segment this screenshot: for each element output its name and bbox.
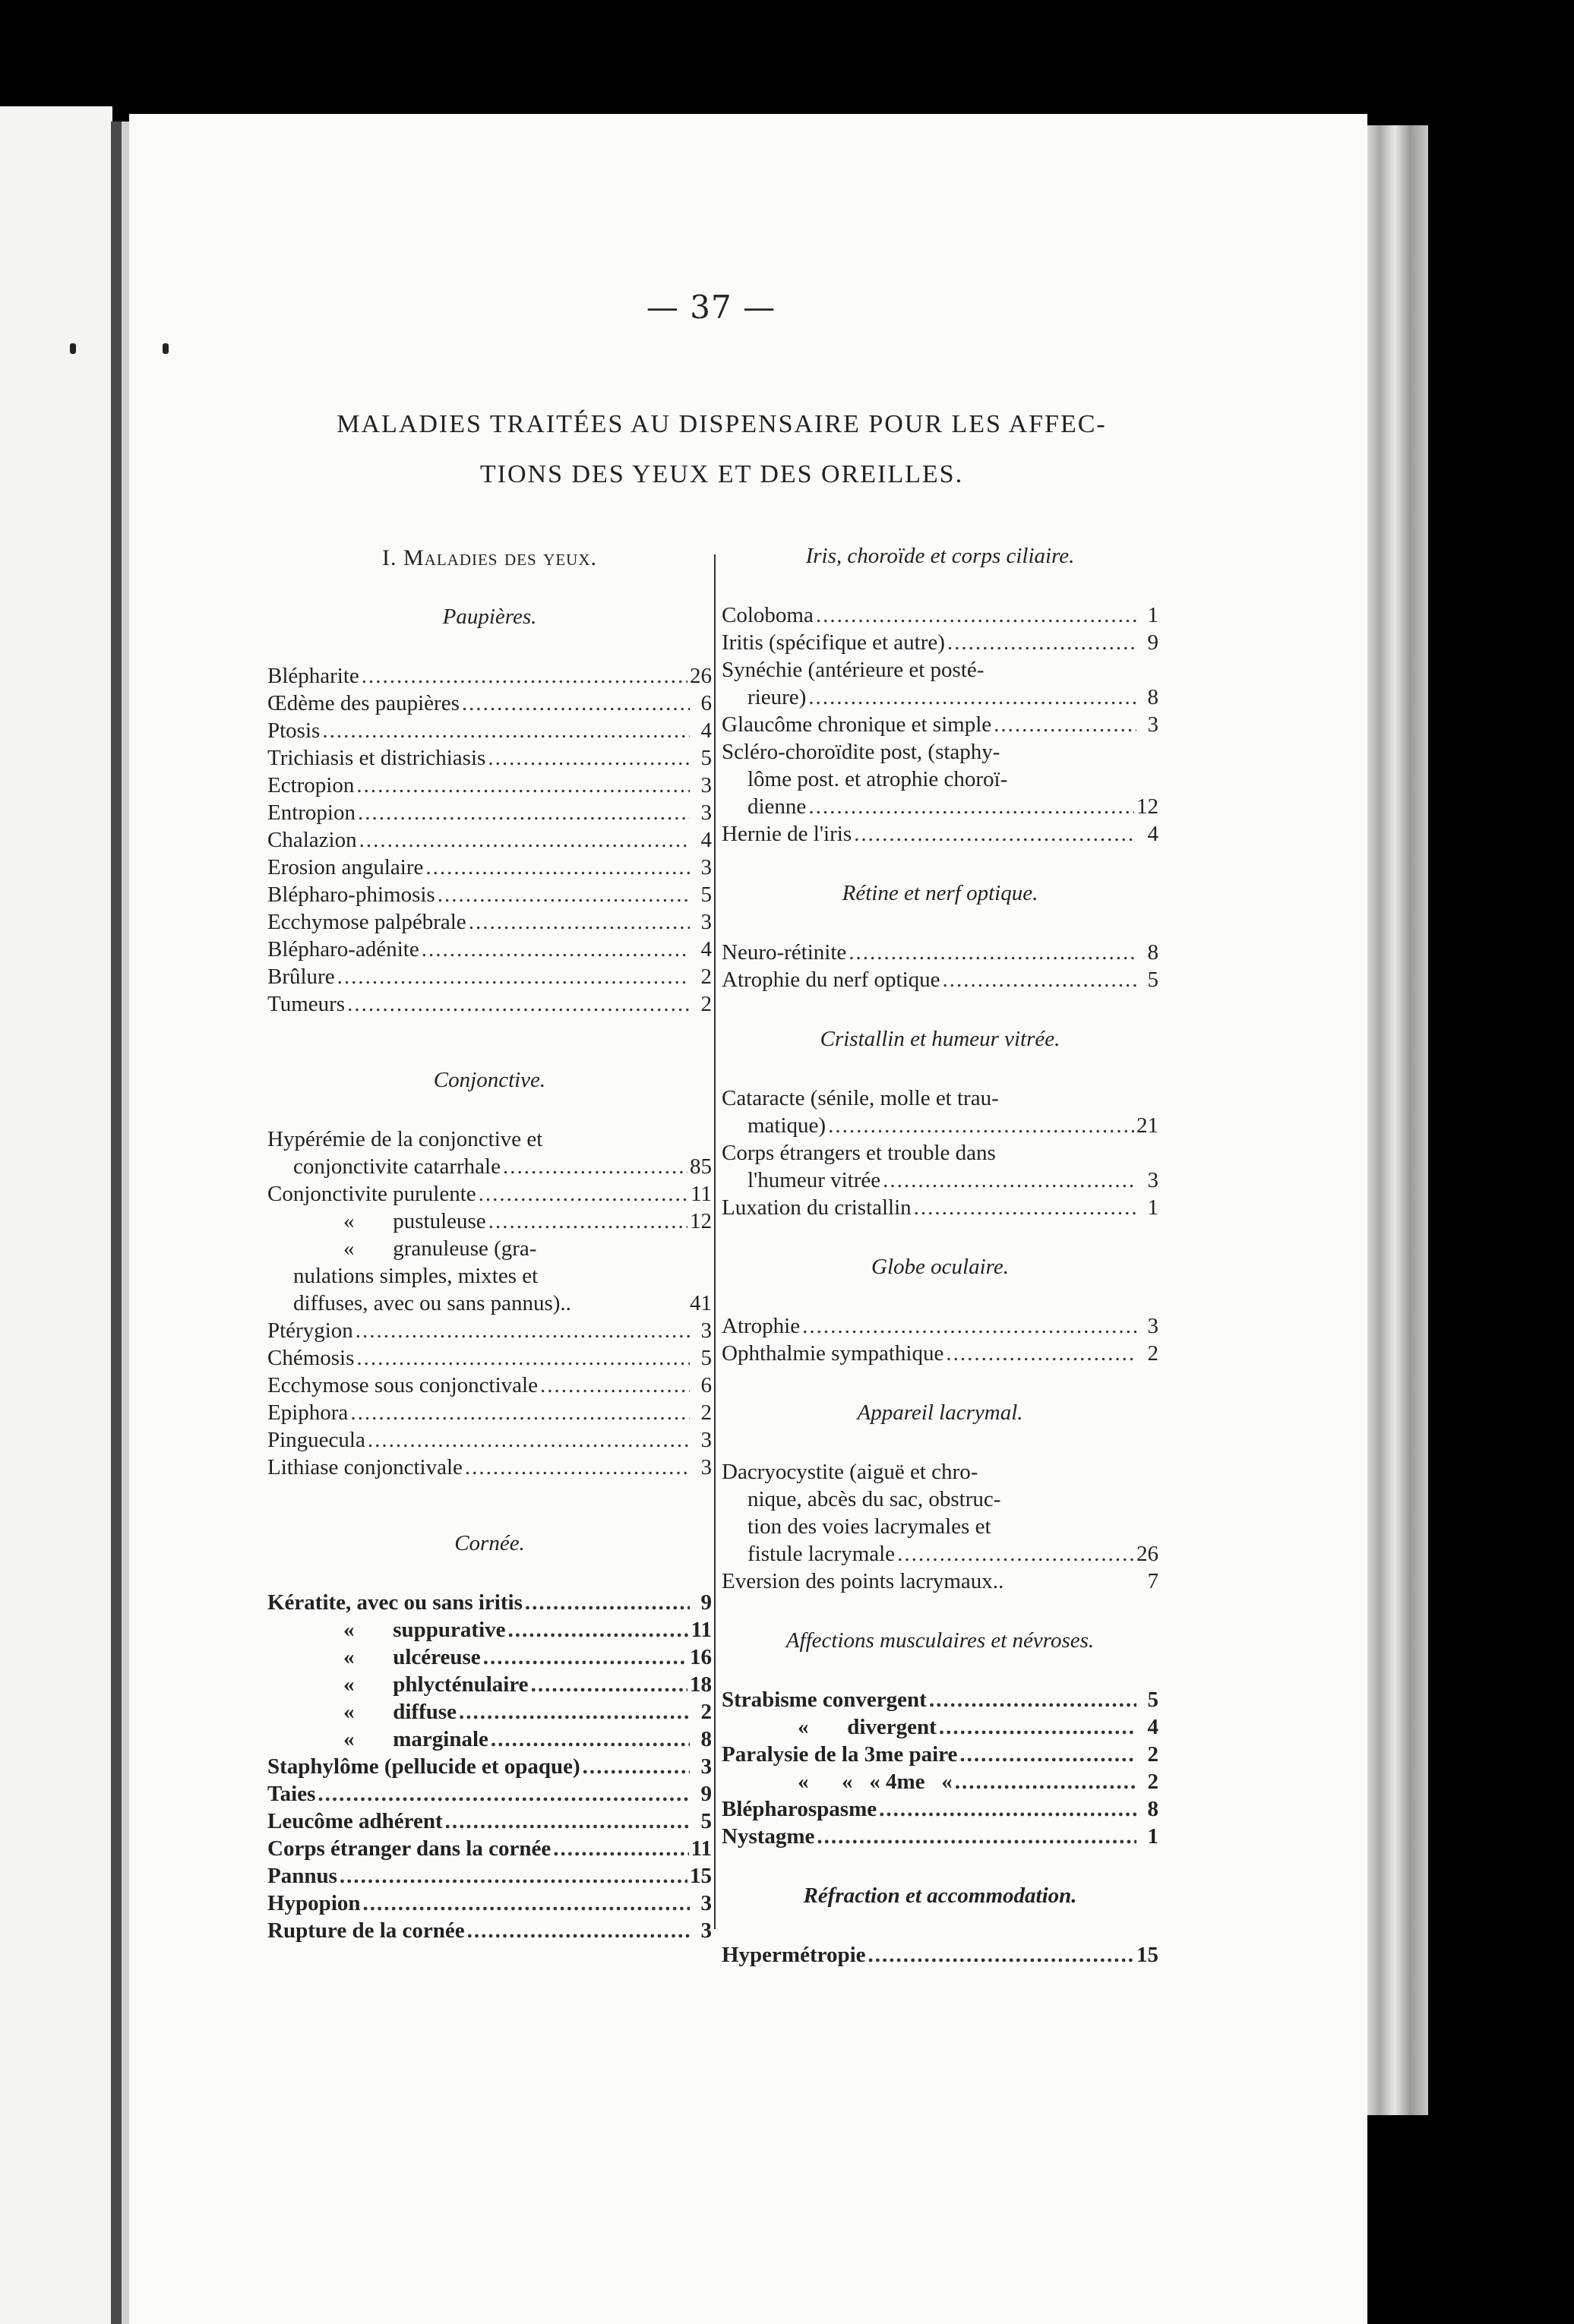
- page-stack-edge: [1367, 125, 1428, 2115]
- list-item: Hypopion ..... 3: [267, 1890, 712, 1917]
- list-item-line: Synéchie (antérieure et posté-: [722, 658, 985, 682]
- list-refraction: [722, 1941, 1158, 1969]
- list-item: « pustuleuse ..... 12: [267, 1208, 712, 1235]
- list-lacrymal: [722, 1458, 1158, 1595]
- list-item: rieure) ..... 8: [722, 684, 1158, 711]
- section-title-iris: Iris, choroïde et corps ciliaire.: [805, 544, 1075, 568]
- list-item: Corps étranger dans la cornée ..... 11: [267, 1835, 712, 1862]
- list-item: diffuses, avec ou sans pannus).. 41: [293, 1291, 712, 1315]
- list-item: « phlycténulaire ..... 18: [267, 1671, 712, 1698]
- list-item: Paralysie de la 3me paire ..... 2: [722, 1741, 1158, 1768]
- list-cristallin: [722, 1085, 1158, 1221]
- list-item-line: Dacryocystite (aiguë et chro-: [722, 1460, 978, 1484]
- section-title-retine: Rétine et nerf optique.: [842, 881, 1038, 905]
- section-title-paupieres: Paupières.: [442, 605, 537, 629]
- list-item: Leucôme adhérent ..... 5: [267, 1808, 712, 1835]
- list-item: « divergent ..... 4: [722, 1713, 1158, 1741]
- list-item: Ophthalmie sympathique ..... 2: [722, 1340, 1158, 1367]
- list-item: Pinguecula ..... 3: [267, 1426, 712, 1454]
- list-item: Strabisme convergent ..... 5: [722, 1686, 1158, 1713]
- list-item: « « « 4me « ..... 2: [722, 1768, 1158, 1795]
- left-column: [267, 532, 712, 1991]
- list-item: Ptérygion ..... 3: [267, 1317, 712, 1344]
- list-item: « ulcéreuse ..... 16: [267, 1644, 712, 1671]
- list-item: Rupture de la cornée ..... 3: [267, 1917, 712, 1944]
- list-item-line: « granuleuse (gra-: [343, 1236, 537, 1261]
- right-column: [722, 532, 1158, 2016]
- list-item: fistule lacrymale ..... 26: [722, 1540, 1158, 1568]
- list-item: Entropion ..... 3: [267, 799, 712, 826]
- list-item: Lithiase conjonctivale ..... 3: [267, 1454, 712, 1481]
- section-title-globe: Globe oculaire.: [871, 1255, 1009, 1279]
- list-item: matique) ..... 21: [722, 1112, 1158, 1139]
- list-item-line: tion des voies lacrymales et: [747, 1514, 991, 1539]
- list-item: Iritis (spécifique et autre) ..... 9: [722, 629, 1158, 656]
- list-item: Blépharo-phimosis ..... 5: [267, 881, 712, 908]
- list-item: Trichiasis et districhiasis ..... 5: [267, 744, 712, 772]
- margin-speck: [70, 343, 76, 354]
- list-item: conjonctivite catarrhale ..... 85: [267, 1153, 712, 1180]
- list-item: dienne ..... 12: [722, 793, 1158, 820]
- list-item: Chémosis ..... 5: [267, 1344, 712, 1372]
- list-item: Erosion angulaire ..... 3: [267, 854, 712, 881]
- list-item: Hypermétropie ..... 15: [722, 1941, 1158, 1969]
- list-item: Œdème des paupières ..... 6: [267, 690, 712, 717]
- list-item: Luxation du cristallin ..... 1: [722, 1194, 1158, 1221]
- list-item-line: nique, abcès du sac, obstruc-: [747, 1487, 1001, 1511]
- list-item: Brûlure ..... 2: [267, 963, 712, 990]
- list-item: Taies ..... 9: [267, 1780, 712, 1808]
- list-item: Neuro-rétinite ..... 8: [722, 939, 1158, 966]
- list-item: Blépharospasme ..... 8: [722, 1795, 1158, 1823]
- list-item: Nystagme ..... 1: [722, 1823, 1158, 1850]
- list-item: Blépharo-adénite ..... 4: [267, 936, 712, 963]
- list-globe: [722, 1312, 1158, 1367]
- section-title-conjonctive: Conjonctive.: [433, 1068, 546, 1092]
- section-title-cornee: Cornée.: [454, 1531, 525, 1555]
- list-item: Blépharite ..... 26: [267, 662, 712, 690]
- list-item: Conjonctivite purulente ..... 11: [267, 1180, 712, 1208]
- list-item: Epiphora ..... 2: [267, 1399, 712, 1426]
- list-item: Staphylôme (pellucide et opaque) ..... 3: [267, 1753, 712, 1780]
- list-item: Hernie de l'iris ..... 4: [722, 820, 1158, 848]
- page-title-line-2: TIONS DES YEUX ET DES OREILLES.: [479, 460, 964, 488]
- list-item: Atrophie ..... 3: [722, 1312, 1158, 1340]
- list-item: l'humeur vitrée ..... 3: [722, 1167, 1158, 1194]
- list-item-line: Scléro-choroïdite post, (staphy-: [722, 740, 1000, 764]
- list-item: Ptosis ..... 4: [267, 717, 712, 744]
- list-musculaires: [722, 1686, 1158, 1850]
- section-title-cristallin: Cristallin et humeur vitrée.: [820, 1027, 1060, 1051]
- list-item-line: Corps étrangers et trouble dans: [722, 1141, 996, 1165]
- book-gutter: [122, 122, 129, 2324]
- list-item: Pannus ..... 15: [267, 1862, 712, 1890]
- list-item: Atrophie du nerf optique ..... 5: [722, 966, 1158, 993]
- list-item: Eversion des points lacrymaux.. 7: [722, 1569, 1158, 1593]
- section-title-musculaires: Affections musculaires et névroses.: [785, 1628, 1095, 1653]
- section-title-lacrymal: Appareil lacrymal.: [857, 1400, 1023, 1425]
- list-item: Coloboma ..... 1: [722, 602, 1158, 629]
- page-number: — 37 —: [646, 289, 776, 326]
- list-retine: [722, 939, 1158, 993]
- list-paupieres: [267, 662, 712, 1018]
- previous-page-edge: [0, 106, 112, 2324]
- column-divider: [714, 554, 716, 1929]
- list-item-line: lôme post. et atrophie choroï-: [747, 767, 1008, 791]
- margin-speck: [163, 343, 169, 354]
- list-item: Ecchymose sous conjonctivale ..... 6: [267, 1372, 712, 1399]
- major-heading: I. Maladies des yeux.: [382, 545, 597, 570]
- list-item-line: nulations simples, mixtes et: [293, 1264, 539, 1288]
- list-item: Kératite, avec ou sans iritis ..... 9: [267, 1589, 712, 1616]
- list-item: « suppurative ..... 11: [267, 1616, 712, 1644]
- list-item-line: Hypérémie de la conjonctive et: [267, 1127, 543, 1151]
- page-title-line-1: MALADIES TRAITÉES AU DISPENSAIRE POUR LES AFFEC-: [337, 410, 1107, 438]
- section-title-refraction: Réfraction et accommodation.: [803, 1884, 1077, 1908]
- list-item: Ectropion ..... 3: [267, 772, 712, 799]
- list-item: Tumeurs ..... 2: [267, 990, 712, 1018]
- list-item-line: Cataracte (sénile, molle et trau-: [722, 1086, 999, 1110]
- list-item: « diffuse ..... 2: [267, 1698, 712, 1726]
- list-item: Ecchymose palpébrale ..... 3: [267, 908, 712, 936]
- list-conjonctive: [267, 1126, 712, 1481]
- list-iris: [722, 602, 1158, 848]
- list-item: « marginale ..... 8: [267, 1726, 712, 1753]
- list-item: Chalazion ..... 4: [267, 826, 712, 854]
- list-cornee: [267, 1589, 712, 1944]
- list-item: Glaucôme chronique et simple ..... 3: [722, 711, 1158, 738]
- book-spine: [111, 122, 122, 2324]
